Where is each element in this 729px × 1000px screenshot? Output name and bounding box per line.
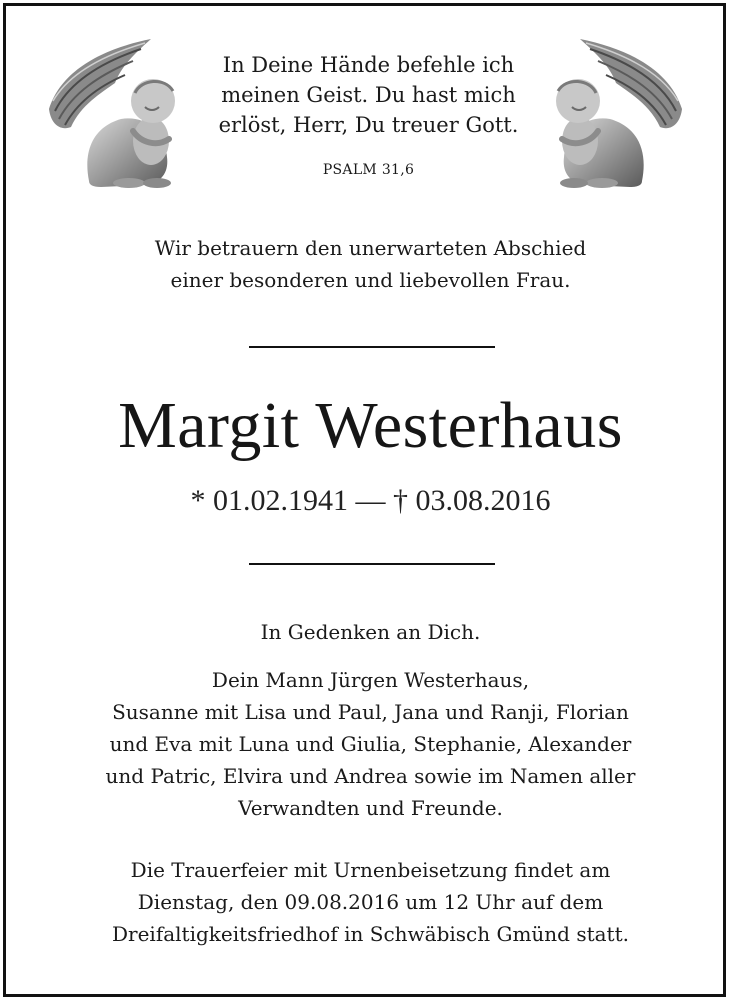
intro-line: Wir betrauern den unerwarteten Abschied xyxy=(154,236,587,260)
left-angel-icon xyxy=(41,31,191,191)
mourner-line: und Eva mit Luna und Giulia, Stephanie, Alexander xyxy=(109,732,632,756)
intro-line: einer besonderen und liebevollen Frau. xyxy=(170,268,571,292)
mourners-section xyxy=(36,616,705,824)
psalm-reference: PSALM 31,6 xyxy=(322,162,415,178)
funeral-line: Die Trauerfeier mit Urnenbeisetzung findet am xyxy=(130,858,611,882)
funeral-info xyxy=(36,854,705,950)
deceased-name: Margit Westerhaus xyxy=(118,389,623,462)
top-divider xyxy=(249,346,495,348)
date-separator: — xyxy=(355,484,386,517)
mourner-line: Dein Mann Jürgen Westerhaus, xyxy=(211,668,530,692)
birth-date: 01.02.1941 xyxy=(213,484,348,517)
life-dates xyxy=(26,481,715,521)
funeral-line: Dienstag, den 09.08.2016 um 12 Uhr auf dem xyxy=(137,890,604,914)
psalm-line: In Deine Hände befehle ich xyxy=(222,53,515,77)
psalm-line: meinen Geist. Du hast mich xyxy=(221,83,516,107)
funeral-line: Dreifaltigkeitsfriedhof in Schwäbisch Gmünd statt. xyxy=(111,922,629,946)
birth-symbol: * xyxy=(190,484,206,517)
bottom-divider xyxy=(249,563,495,565)
psalm-line: erlöst, Herr, Du treuer Gott. xyxy=(218,113,519,137)
right-angel-icon xyxy=(540,31,690,191)
obituary-frame xyxy=(3,3,726,997)
mourner-line: Susanne mit Lisa und Paul, Jana und Ranji, Florian xyxy=(112,700,629,724)
mourner-line: und Patric, Elvira und Andrea sowie im Namen aller xyxy=(105,764,636,788)
spacer xyxy=(36,648,705,664)
death-date: 03.08.2016 xyxy=(415,484,551,517)
mourner-line: Verwandten und Freunde. xyxy=(238,796,503,820)
memory-heading: In Gedenken an Dich. xyxy=(260,620,481,644)
psalm-verse xyxy=(196,50,541,140)
death-symbol: † xyxy=(393,484,408,517)
intro-text xyxy=(46,232,695,296)
